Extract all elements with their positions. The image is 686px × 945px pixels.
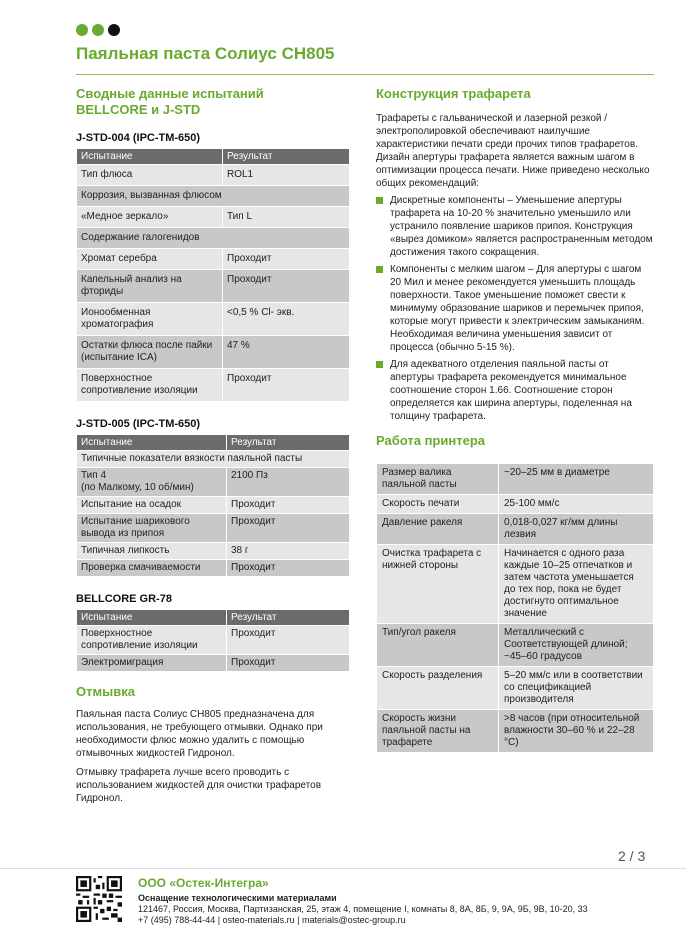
page-title: Паяльная паста Солиус CH805 [76, 44, 335, 63]
cleaning-para-1: Паяльная паста Солиус CH805 предназначена для использования, не требующего отмывки. Однако при необходимости флюс можно удалить с помощью отмывочных жидкостей Гидронол. [76, 709, 323, 759]
list-item [376, 358, 654, 423]
footer-contacts: +7 (495) 788-44-44 | osteo-materials.ru | materials@ostec-group.ru [138, 915, 406, 925]
cell-param: Размер валика паяльной пасты [377, 464, 499, 495]
jstd004-table [76, 148, 350, 402]
table-row [377, 464, 654, 495]
cell-result: Проходит [227, 514, 350, 543]
cell-param: Давление ракеля [377, 514, 499, 545]
col-test-header: Испытание [77, 610, 227, 626]
footer [138, 876, 658, 925]
cell-result: Проходит [223, 369, 350, 402]
bullet-square-icon [376, 361, 383, 368]
cell-test: «Медное зеркало» [77, 207, 223, 228]
jstd005-table [76, 434, 350, 577]
cell-result: <0,5 % Cl- экв. [223, 303, 350, 336]
table-row [377, 624, 654, 667]
bullet-square-icon [376, 266, 383, 273]
cell-value: Начинается с одного раза каждые 10–25 отпечатков и затем частота уменьшается до тех пор, пока не будет достигнуто оптимальное значение [499, 545, 654, 624]
cell-param: Скорость жизни паяльной пасты на трафарете [377, 710, 499, 753]
page-number: 2 / 3 [618, 848, 646, 864]
table-row [77, 514, 350, 543]
group-label: Коррозия, вызванная флюсом [77, 186, 350, 207]
cell-test: Проверка смачиваемости [77, 560, 227, 577]
stencil-bullets [376, 194, 654, 423]
printer-heading: Работа принтера [376, 433, 485, 448]
group-label: Содержание галогенидов [77, 228, 350, 249]
table-header-row [77, 610, 350, 626]
table-row [77, 497, 350, 514]
summary-heading-line1: Сводные данные испытаний [76, 86, 264, 101]
cell-result: Проходит [227, 655, 350, 672]
col-test-header: Испытание [77, 149, 223, 165]
table-row [77, 369, 350, 402]
cell-param: Тип/угол ракеля [377, 624, 499, 667]
cell-result: ROL1 [223, 165, 350, 186]
col-result-header: Результат [227, 435, 350, 451]
cell-param: Очистка трафарета с нижней стороны [377, 545, 499, 624]
header-dots [76, 24, 120, 36]
table-row [77, 270, 350, 303]
footer-tagline: Оснащение технологическими материалами [138, 893, 337, 903]
table-header-row [77, 149, 350, 165]
cell-test: Испытание шарикового вывода из припоя [77, 514, 227, 543]
left-column [76, 86, 350, 805]
table-row [377, 514, 654, 545]
bullet-text: Компоненты с мелким шагом – Для апертуры с шагом 20 Мил и менее рекомендуется уменьшить площадь поверхности. Такое уменьшение поможет свести к минимуму образование шариков и перемычек припоя, которые могут привести к электрическим замыканиям. Необходимая величина уменьшения зависит от процесса (обычно 5-15 %). [390, 264, 645, 353]
cell-param: Скорость разделения [377, 667, 499, 710]
table-row [77, 468, 350, 497]
jstd005-title: J-STD-005 (IPC-TM-650) [76, 418, 201, 430]
col-result-header: Результат [223, 149, 350, 165]
table-row [77, 543, 350, 560]
bullet-text: Для адекватного отделения паяльной пасты от апертуры трафарета рекомендуется минимальное соотношение сторон 1.66. Соотношение сторон определяется как ширина апертуры, поделенная на толщину трафарета. [390, 359, 632, 422]
bellcore-title: BELLCORE GR-78 [76, 593, 172, 605]
cell-result: Проходит [223, 249, 350, 270]
table-row [77, 207, 350, 228]
right-column [376, 86, 654, 753]
cell-result: Проходит [223, 270, 350, 303]
cell-test: Остатки флюса после пайки (испытание ICA) [77, 336, 223, 369]
cell-value: >8 часов (при относительной влажности 30–60 % и 22–28 °C) [499, 710, 654, 753]
table-row [77, 249, 350, 270]
cell-value: 0,018-0,027 кг/мм длины лезвия [499, 514, 654, 545]
cell-value: Металлический с Соответствующей длиной; ~45–60 градусов [499, 624, 654, 667]
cell-test: Поверхностное сопротивление изоляции [77, 369, 223, 402]
cell-test: Капельный анализ на фториды [77, 270, 223, 303]
cell-result: Тип L [223, 207, 350, 228]
cleaning-heading: Отмывка [76, 684, 135, 699]
cell-result: 47 % [223, 336, 350, 369]
table-row [377, 545, 654, 624]
cell-test: Электромиграция [77, 655, 227, 672]
list-item [376, 263, 654, 354]
cleaning-para-2: Отмывку трафарета лучше всего проводить с использованием жидкостей для очистки трафаретов Гидронол. [76, 767, 322, 804]
jstd004-title: J-STD-004 (IPC-TM-650) [76, 132, 201, 144]
table-row [377, 667, 654, 710]
group-label: Типичные показатели вязкости паяльной пасты [77, 451, 350, 468]
cell-test: Типичная липкость [77, 543, 227, 560]
printer-table [376, 463, 654, 753]
table-row [77, 303, 350, 336]
black-dot [108, 24, 120, 36]
cell-value: ~20–25 мм в диаметре [499, 464, 654, 495]
footer-divider [0, 868, 686, 869]
table-row [377, 710, 654, 753]
green-dot-1 [76, 24, 88, 36]
cell-test: Поверхностное сопротивление изоляции [77, 626, 227, 655]
cell-test: Ионообменная хроматография [77, 303, 223, 336]
table-row [77, 655, 350, 672]
cell-result: Проходит [227, 626, 350, 655]
col-result-header: Результат [227, 610, 350, 626]
cell-test: Тип флюса [77, 165, 223, 186]
cell-result: 38 г [227, 543, 350, 560]
table-group-row [77, 228, 350, 249]
table-row [77, 560, 350, 577]
table-row [77, 626, 350, 655]
cell-test: Хромат серебра [77, 249, 223, 270]
bullet-text: Дискретные компоненты – Уменьшение апертуры трафарета на 10-20 % значительно уменьшило или устранило появление шариков припоя. Конструкция «вырез домиком» является распространенным методом достижения такого сокращения. [390, 195, 653, 258]
cell-result: Проходит [227, 560, 350, 577]
cell-test: Тип 4 (по Малкому, 10 об/мин) [77, 468, 227, 497]
table-header-row [77, 435, 350, 451]
bullet-square-icon [376, 197, 383, 204]
table-row [77, 165, 350, 186]
bellcore-table [76, 609, 350, 672]
cell-value: 25-100 мм/с [499, 495, 654, 514]
col-test-header: Испытание [77, 435, 227, 451]
cell-result: 2100 Пз [227, 468, 350, 497]
cell-value: 5–20 мм/с или в соответствии со спецификацией производителя [499, 667, 654, 710]
table-group-row [77, 451, 350, 468]
title-divider [76, 74, 654, 75]
stencil-intro: Трафареты с гальванической и лазерной резкой / электрополировкой обеспечивают наилучшие характеристики печати среди прочих типов трафаретов. Дизайн апертуры трафарета является важным шагом в оптимизации процесса печати. Ниже приведено несколько общих рекомендаций: [376, 113, 650, 189]
cell-test: Испытание на осадок [77, 497, 227, 514]
cell-result: Проходит [227, 497, 350, 514]
list-item [376, 194, 654, 259]
cell-param: Скорость печати [377, 495, 499, 514]
footer-address: 121467, Россия, Москва, Партизанская, 25, этаж 4, помещение I, комнаты 8, 8А, 8Б, 9, 9А, 9Б, 9В, 10-20, 33 [138, 904, 588, 914]
table-row [377, 495, 654, 514]
footer-company: ООО «Остек-Интегра» [138, 876, 269, 890]
table-group-row [77, 186, 350, 207]
summary-heading-line2: BELLCORE и J-STD [76, 102, 201, 117]
stencil-heading: Конструкция трафарета [376, 86, 531, 101]
table-row [77, 336, 350, 369]
summary-heading [76, 86, 350, 118]
qr-code-icon [76, 876, 122, 922]
green-dot-2 [92, 24, 104, 36]
